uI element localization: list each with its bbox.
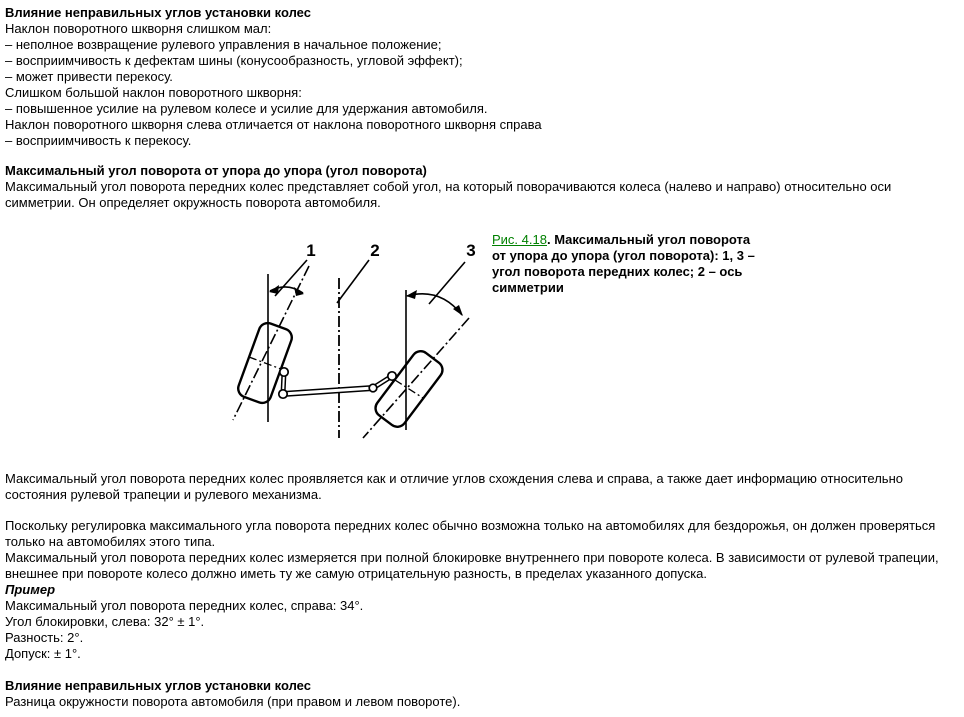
section1-line: Слишком большой наклон поворотного шкворня: [5,85,302,100]
steering-axis-right [363,318,469,438]
diagram-label-1: 1 [306,241,316,260]
figure-caption-text: . Максимальный угол поворота от упора до упора (угол поворота): 1, 3 – угол поворота передних колес; 2 – ось симметрии [492,232,755,295]
leader-2 [337,260,369,303]
figure-caption [492,232,764,296]
section2-heading: Максимальный угол поворота от упора до упора (угол поворота) [5,163,427,178]
leader-1 [275,260,307,296]
diagram-label-3: 3 [466,241,476,260]
section1-line: Наклон поворотного шкворня слишком мал: [5,21,272,36]
example-line: Допуск: ± 1°. [5,646,81,661]
diagram-label-2: 2 [370,241,380,260]
section4-line: Разница окружности поворота автомобиля (при правом и левом повороте). [5,694,461,709]
figure-link[interactable]: Рис. 4.18 [492,232,547,247]
figure-4-18 [5,232,959,462]
section1-bullet: – восприимчивость к перекосу. [5,133,192,148]
example-heading: Пример [5,582,56,597]
steering-angle-diagram [223,232,485,462]
leader-3 [429,262,465,304]
section1-bullet: – неполное возвращение рулевого управления в начальное положение; [5,37,442,52]
section1-heading: Влияние неправильных углов установки колес [5,5,311,20]
reference-lines [233,266,469,438]
angle-arc-right [406,290,463,316]
leader-lines [275,260,465,304]
example-line: Разность: 2°. [5,630,84,645]
section1-line: Наклон поворотного шкворня слева отличается от наклона поворотного шкворня справа [5,117,542,132]
tie-rod-linkage [279,368,396,398]
section1-bullet: – может привести перекосу. [5,69,173,84]
section4-heading: Влияние неправильных углов установки колес [5,678,311,693]
section3-paragraph: Поскольку регулировка максимального угла поворота передних колес обычно возможна только на автомобилях для бездорожья, он должен проверяться только на автомобилях этого типа. [5,518,936,549]
section1-bullet: – восприимчивость к дефектам шины (конусообразность, угловой эффект); [5,53,463,68]
example-line: Максимальный угол поворота передних колес, справа: 34°. [5,598,364,613]
section2-paragraph: Максимальный угол поворота передних колес представляет собой угол, на который поворачиваются колеса (налево и направо) относительно оси симметрии. Он определяет окружность поворота автомобиля. [5,179,892,210]
section3-paragraph: Максимальный угол поворота передних колес проявляется как и отличие углов схождения слева и справа, а также дает информацию относительно состояния рулевой трапеции и рулевого механизма. [5,471,903,502]
section3-paragraph: Максимальный угол поворота передних колес измеряется при полной блокировке внутреннего при повороте колеса. В зависимости от рулевой трапеции, внешнее при повороте колесо должно иметь ту же самую отрицательную разность, в пределах указанного допуска. [5,550,939,581]
section1-bullet: – повышенное усилие на рулевом колесе и усилие для удержания автомобиля. [5,101,488,116]
example-line: Угол блокировки, слева: 32° ± 1°. [5,614,205,629]
